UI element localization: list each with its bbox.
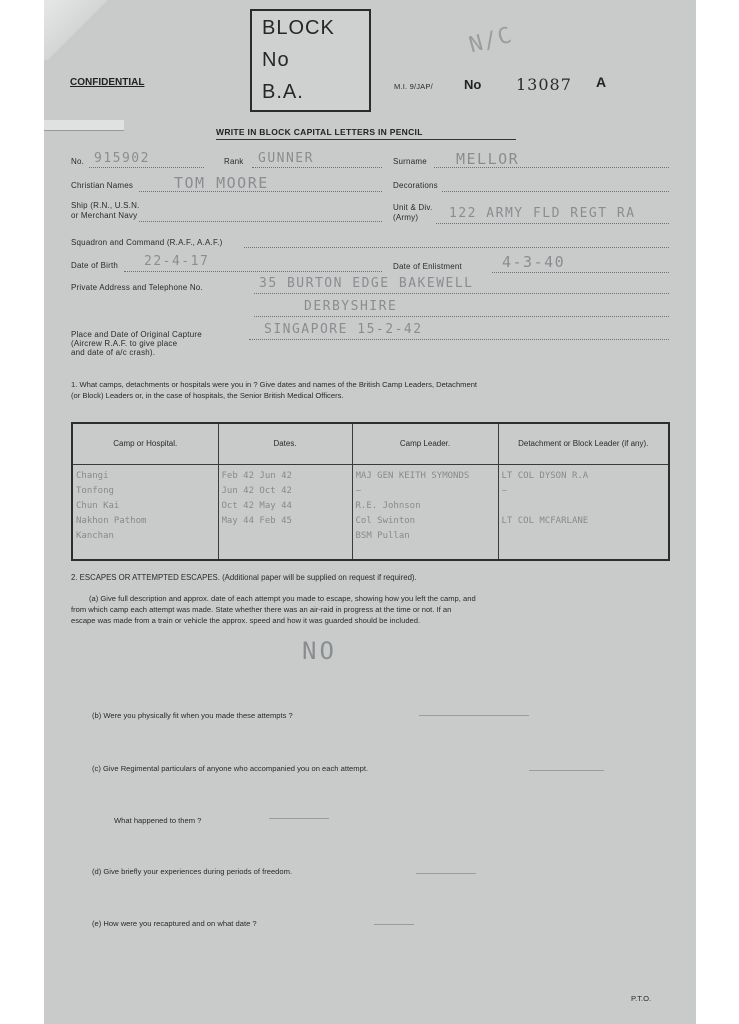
surname-value: MELLOR [456,150,520,168]
column-header-camp-leader: Camp Leader. [352,423,498,465]
dates-entry [222,529,349,544]
block-line-1: BLOCK [262,17,335,39]
column-header-block-leader: Detachment or Block Leader (if any). [498,423,669,465]
dates-entry: Jun 42 Oct 42 [221,486,292,496]
surname-label: Surname [393,157,427,166]
leader-entry: Col Swinton [355,516,416,526]
camp-column [72,465,218,561]
rank-value: GUNNER [258,151,314,166]
leader-entry: MAJ GEN KEITH SYMONDS [355,471,470,481]
capture-label-2: (Aircrew R.A.F. to give place [71,339,178,348]
no-label: No. [71,157,85,166]
handwritten-top-note: N/C [466,22,516,59]
question-2a-line-1: (a) Give full description and approx. date of each attempt you made to escape, showing how you left the camp, and [89,594,476,603]
capture-label-3: and date of a/c crash). [71,348,156,357]
question-2a-line-3: escape was made from a train or vehicle the approx. speed and how it was guarded should be included. [71,616,421,625]
block-leader-entry [502,499,666,514]
dates-column [218,465,352,561]
question-2c: (c) Give Regimental particulars of anyone who accompanied you on each attempt. [92,764,369,773]
enlistment-value: 4-3-40 [502,253,566,271]
question-2e: (e) How were you recaptured and on what date ? [92,919,257,928]
block-line-2: No [262,49,290,71]
date-of-birth-label: Date of Birth [71,261,119,270]
camp-entry: Chun Kai [76,501,120,511]
question-2b: (b) Were you physically fit when you made these attempts ? [92,711,293,720]
column-header-dates: Dates. [218,423,352,465]
address-value-line-2: DERBYSHIRE [304,299,398,314]
folded-corner [44,0,124,60]
serial-number: 13087 [516,75,572,94]
block-leader-entry: LT COL MCFARLANE [501,516,589,526]
capture-label-1: Place and Date of Original Capture [71,330,202,339]
camps-table [71,422,670,561]
confidential-label: CONFIDENTIAL [70,77,145,88]
camp-entry: Tonfong [76,486,114,496]
christian-names-label: Christian Names [71,181,134,190]
question-1-line-1: 1. What camps, detachments or hospitals were you in ? Give dates and names of the British Camp Leaders, Detachment [71,380,478,389]
ship-label-1: Ship (R.N., U.S.N. [71,201,140,210]
service-number-value: 915902 [94,151,150,166]
block-leader-entry: — [501,486,507,496]
unit-label-1: Unit & Div. [393,203,433,212]
dates-entry: May 44 Feb 45 [221,516,292,526]
camp-entry: Changi [76,471,109,481]
ship-label-2: or Merchant Navy [71,211,138,220]
instruction-heading: WRITE IN BLOCK CAPITAL LETTERS IN PENCIL [216,127,423,137]
date-of-birth-value: 22-4-17 [144,254,210,269]
unit-value: 122 ARMY FLD REGT RA [449,206,636,221]
block-leader-entry [502,529,666,544]
form-sheet [44,0,696,1024]
escape-answer: NO [302,637,337,665]
squadron-label: Squadron and Command (R.A.F., A.A.F.) [71,238,223,247]
question-2d: (d) Give briefly your experiences during periods of freedom. [92,867,293,876]
dates-entry: Oct 42 May 44 [221,501,292,511]
capture-value: SINGAPORE 15-2-42 [264,322,423,337]
dates-entry: Feb 42 Jun 42 [221,471,292,481]
pto-label: P.T.O. [631,994,652,1003]
camp-entry: Kanchan [76,531,114,541]
block-leader-entry: LT COL DYSON R.A [501,471,589,481]
serial-suffix: A [596,74,607,90]
question-2-heading: 2. ESCAPES OR ATTEMPTED ESCAPES. (Additional paper will be supplied on request if required). [71,573,417,582]
question-2a-line-2: from which camp each attempt was made. State whether there was an air-raid in progress at the time or not. If an [71,605,452,614]
instruction-underline [216,139,516,140]
question-1-line-2: (or Block) Leaders or, in the case of hospitals, the Senior British Medical Officers. [71,391,344,400]
leader-entry: — [355,486,361,496]
block-leader-column [498,465,669,561]
form-reference: M.I. 9/JAP/ [394,82,433,91]
camp-entry: Nakhon Pathom [76,516,147,526]
unit-label-2: (Army) [393,213,419,222]
address-value-line-1: 35 BURTON EDGE BAKEWELL [259,276,474,291]
enlistment-label: Date of Enlistment [393,262,462,271]
block-line-3: B.A. [262,81,304,103]
block-stamp [250,9,371,112]
leader-entry: R.E. Johnson [355,501,421,511]
decorations-label: Decorations [393,181,438,190]
leader-entry: BSM Pullan [355,531,410,541]
camp-leader-column [352,465,498,561]
rank-label: Rank [224,157,244,166]
number-label: No [464,77,482,92]
what-happened-label: What happened to them ? [114,816,202,825]
staple-mark [44,120,124,131]
address-label: Private Address and Telephone No. [71,283,203,292]
column-header-camp: Camp or Hospital. [72,423,218,465]
christian-names-value: TOM MOORE [174,174,269,192]
